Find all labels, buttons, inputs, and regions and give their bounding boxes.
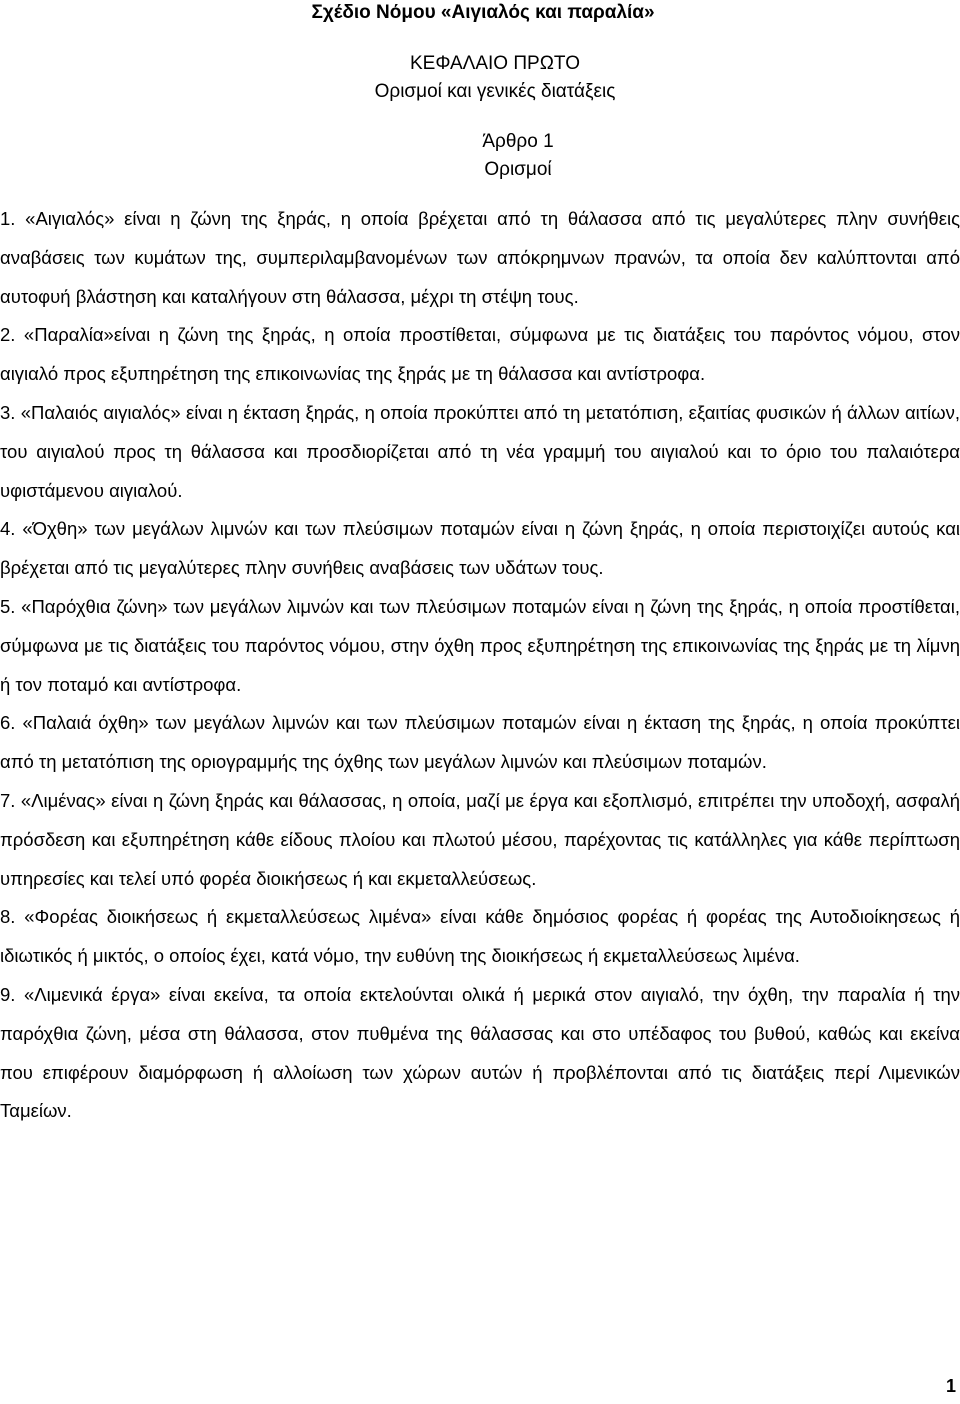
- definition-paragraph: 8. «Φορέας διοικήσεως ή εκμεταλλεύσεως λιμένα» είναι κάθε δημόσιος φορέας ή φορέας της Αυτοδιοίκησεως ή ιδιωτικός ή μικτός, ο οποίος έχει, κατά νόμο, την ευθύνη της διοικήσεως ή εκμεταλλεύσεως λιμένα.: [0, 906, 960, 967]
- chapter-heading: [0, 50, 960, 106]
- definition-paragraph: 2. «Παραλία»είναι η ζώνη της ξηράς, η οποία προστίθεται, σύμφωνα με τις διατάξεις του παρόντος νόμου, στον αιγιαλό προς εξυπηρέτηση της επικοινωνίας της ξηράς με τη θάλασσα και αντίστροφα.: [0, 324, 960, 385]
- definition-paragraph: 7. «Λιμένας» είναι η ζώνη ξηράς και θάλασσας, η οποία, μαζί με έργα και εξοπλισμό, επιτρέπει την υποδοχή, ασφαλή πρόσδεση και εξυπηρέτηση κάθε είδους πλοίου και πλωτού μέσου, παρέχοντας τις κατάλληλες για κάθε περίπτωση υπηρεσίες και τελεί υπό φορέα διοικήσεως ή και εκμεταλλεύσεως.: [0, 789, 960, 889]
- definition-paragraph: 3. «Παλαιός αιγιαλός» είναι η έκταση ξηράς, η οποία προκύπτει από τη μετατόπιση, εξαιτίας φυσικών ή άλλων αιτίων, του αιγιαλού προς τη θάλασσα και προσδιορίζεται από τη νέα γραμμή του αιγιαλού και το όριο του παλαιότερα υφιστάμενου αιγιαλού.: [0, 401, 960, 501]
- definition-paragraph: 4. «Όχθη» των μεγάλων λιμνών και των πλεύσιμων ποταμών είναι η ζώνη ξηράς, η οποία περιστοιχίζει αυτούς και βρέχεται από τις μεγαλύτερες πλην συνήθεις αναβάσεις των υδάτων τους.: [0, 518, 960, 579]
- definition-paragraph: 1. «Αιγιαλός» είναι η ζώνη της ξηράς, η οποία βρέχεται από τη θάλασσα από τις μεγαλύτερες πλην συνήθεις αναβάσεις των κυμάτων της, συμπεριλαμβανομένων των απόκρημνων πρανών, τα οποία δεν καλύπτονται από αυτοφυή βλάστηση και καταλήγουν στη θάλασσα, μέχρι τη στέψη τους.: [0, 208, 960, 307]
- chapter-title: ΚΕΦΑΛΑΙΟ ΠΡΩΤΟ: [410, 53, 580, 74]
- definition-paragraph: 9. «Λιμενικά έργα» είναι εκείνα, τα οποία εκτελούνται ολικά ή μερικά στον αιγιαλό, την όχθη, την παραλία ή την παρόχθια ζώνη, μέσα στη θάλασσα, στον πυθμένα της θάλασσας και στο υπέδαφος του βυθού, καθώς και εκείνα που επιφέρουν διαμόρφωση ή αλλοίωση των χώρων αυτών ή προβλέπονται από τις διατάξεις περί Λιμενικών Ταμείων.: [0, 983, 960, 1122]
- document-title: Σχέδιο Νόμου «Αιγιαλός και παραλία»: [311, 2, 655, 23]
- article-body: [0, 200, 960, 1131]
- article-subtitle: Ορισμοί: [484, 159, 552, 180]
- chapter-subtitle: Ορισμοί και γενικές διατάξεις: [374, 81, 616, 102]
- definition-paragraph: 6. «Παλαιά όχθη» των μεγάλων λιμνών και των πλεύσιμων ποταμών είναι η έκταση της ξηράς, η οποία προκύπτει από τη μετατόπιση της οριογραμμής της όχθης των μεγάλων λιμνών και πλεύσιμων ποταμών.: [0, 712, 960, 773]
- definition-paragraph: 5. «Παρόχθια ζώνη» των μεγάλων λιμνών και των πλεύσιμων ποταμών είναι η ζώνη της ξηράς, η οποία προστίθεται, σύμφωνα με τις διατάξεις του παρόντος νόμου, στην όχθη προς εξυπηρέτηση της επικοινωνίας της ξηράς με τη λίμνη ή τον ποταμό και αντίστροφα.: [0, 595, 960, 695]
- article-title: Άρθρο 1: [482, 131, 554, 152]
- page-number: 1: [945, 1376, 956, 1396]
- article-heading: [0, 128, 960, 184]
